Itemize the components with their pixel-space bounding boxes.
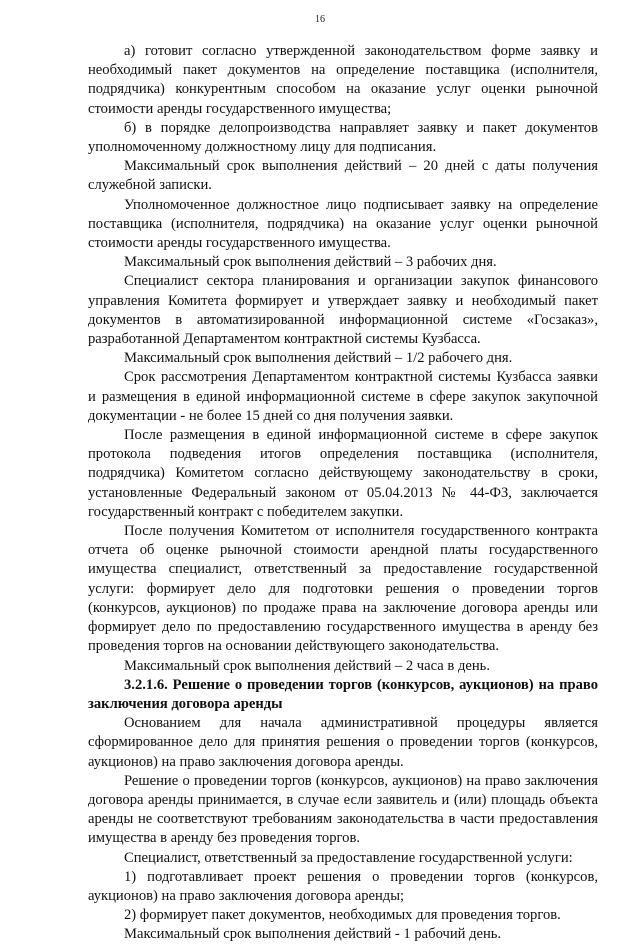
paragraph-9: После размещения в единой информационной системе в сфере закупок протокола подведения итогов определения поставщика (исполнителя, подрядчика) Комитетом согласно действующему законодательству в сроки, установленные Федеральный законом от 05.04.2013 № 44-ФЗ, заключается государственный контракт с победителем закупки. (88, 427, 598, 520)
paragraph-16: 2) формирует пакет документов, необходимых для проведения торгов. (124, 907, 561, 924)
paragraph-10: После получения Комитетом от исполнителя государственного контракта отчета об оценке рыночной стоимости арендной платы государственного имущества специалист, ответственный за предоставление государственной услуги: формирует дело для подготовки решения о проведении торгов (конкурсов, аукционов) по продаже права на заключение договора аренды или формирует дело по предоставлению государственного имущества в аренду без проведения торгов на основании действующего законодательства. (88, 523, 598, 655)
paragraph-3: Максимальный срок выполнения действий – 20 дней с даты получения служебной записки. (88, 158, 598, 194)
page-number: 16 (315, 14, 325, 25)
paragraph-4: Уполномоченное должностное лицо подписывает заявку на определение поставщика (исполнителя, подрядчика) на оказание услуг оценки рыночной стоимости аренды государственного имущества. (88, 196, 598, 252)
paragraph-5: Максимальный срок выполнения действий – 3 рабочих дня. (124, 254, 497, 271)
paragraph-15: 1) подготавливает проект решения о проведении торгов (конкурсов, аукционов) на право заключения договора аренды; (88, 868, 598, 904)
paragraph-1: а) готовит согласно утвержденной законодательством форме заявку и необходимый пакет документов на определение поставщика (исполнителя, подрядчика) конкурентным способом на оказание услуг оценки рыночной стоимости аренды государственного имущества; (88, 43, 598, 117)
paragraph-14: Специалист, ответственный за предоставление государственной услуги: (124, 849, 573, 866)
document-body (88, 42, 598, 945)
section-heading: 3.2.1.6. Решение о проведении торгов (конкурсов, аукционов) на право заключения договора аренды (88, 676, 598, 712)
paragraph-2: б) в порядке делопроизводства направляет заявку и пакет документов уполномоченному должностному лицу для подписания. (88, 119, 598, 156)
paragraph-11: Максимальный срок выполнения действий – 2 часа в день. (124, 657, 490, 674)
paragraph-17: Максимальный срок выполнения действий - 1 рабочий день. (124, 926, 502, 943)
paragraph-6: Специалист сектора планирования и организации закупок финансового управления Комитета формирует и утверждает заявку и необходимый пакет документов в автоматизированной информационной системе «Госзаказ», разработанной Департаментом контрактной системы Кузбасса. (88, 273, 598, 348)
paragraph-12: Основанием для начала административной процедуры является сформированное дело для принятия решения о проведении торгов (конкурсов, аукционов) на право заключения договора аренды. (88, 715, 598, 770)
paragraph-13: Решение о проведении торгов (конкурсов, аукционов) на право заключения договора аренды принимается, в случае если заявитель и (или) площадь объекта аренды не соответствуют требованиям законодательства в части предоставления имущества в аренду без проведения торгов. (88, 772, 598, 847)
paragraph-8: Срок рассмотрения Департаментом контрактной системы Кузбасса заявки и размещения в единой информационной системе в сфере закупок закупочной документации - не более 15 дней со дня получения заявки. (88, 369, 598, 424)
paragraph-7: Максимальный срок выполнения действий – 1/2 рабочего дня. (124, 350, 513, 367)
